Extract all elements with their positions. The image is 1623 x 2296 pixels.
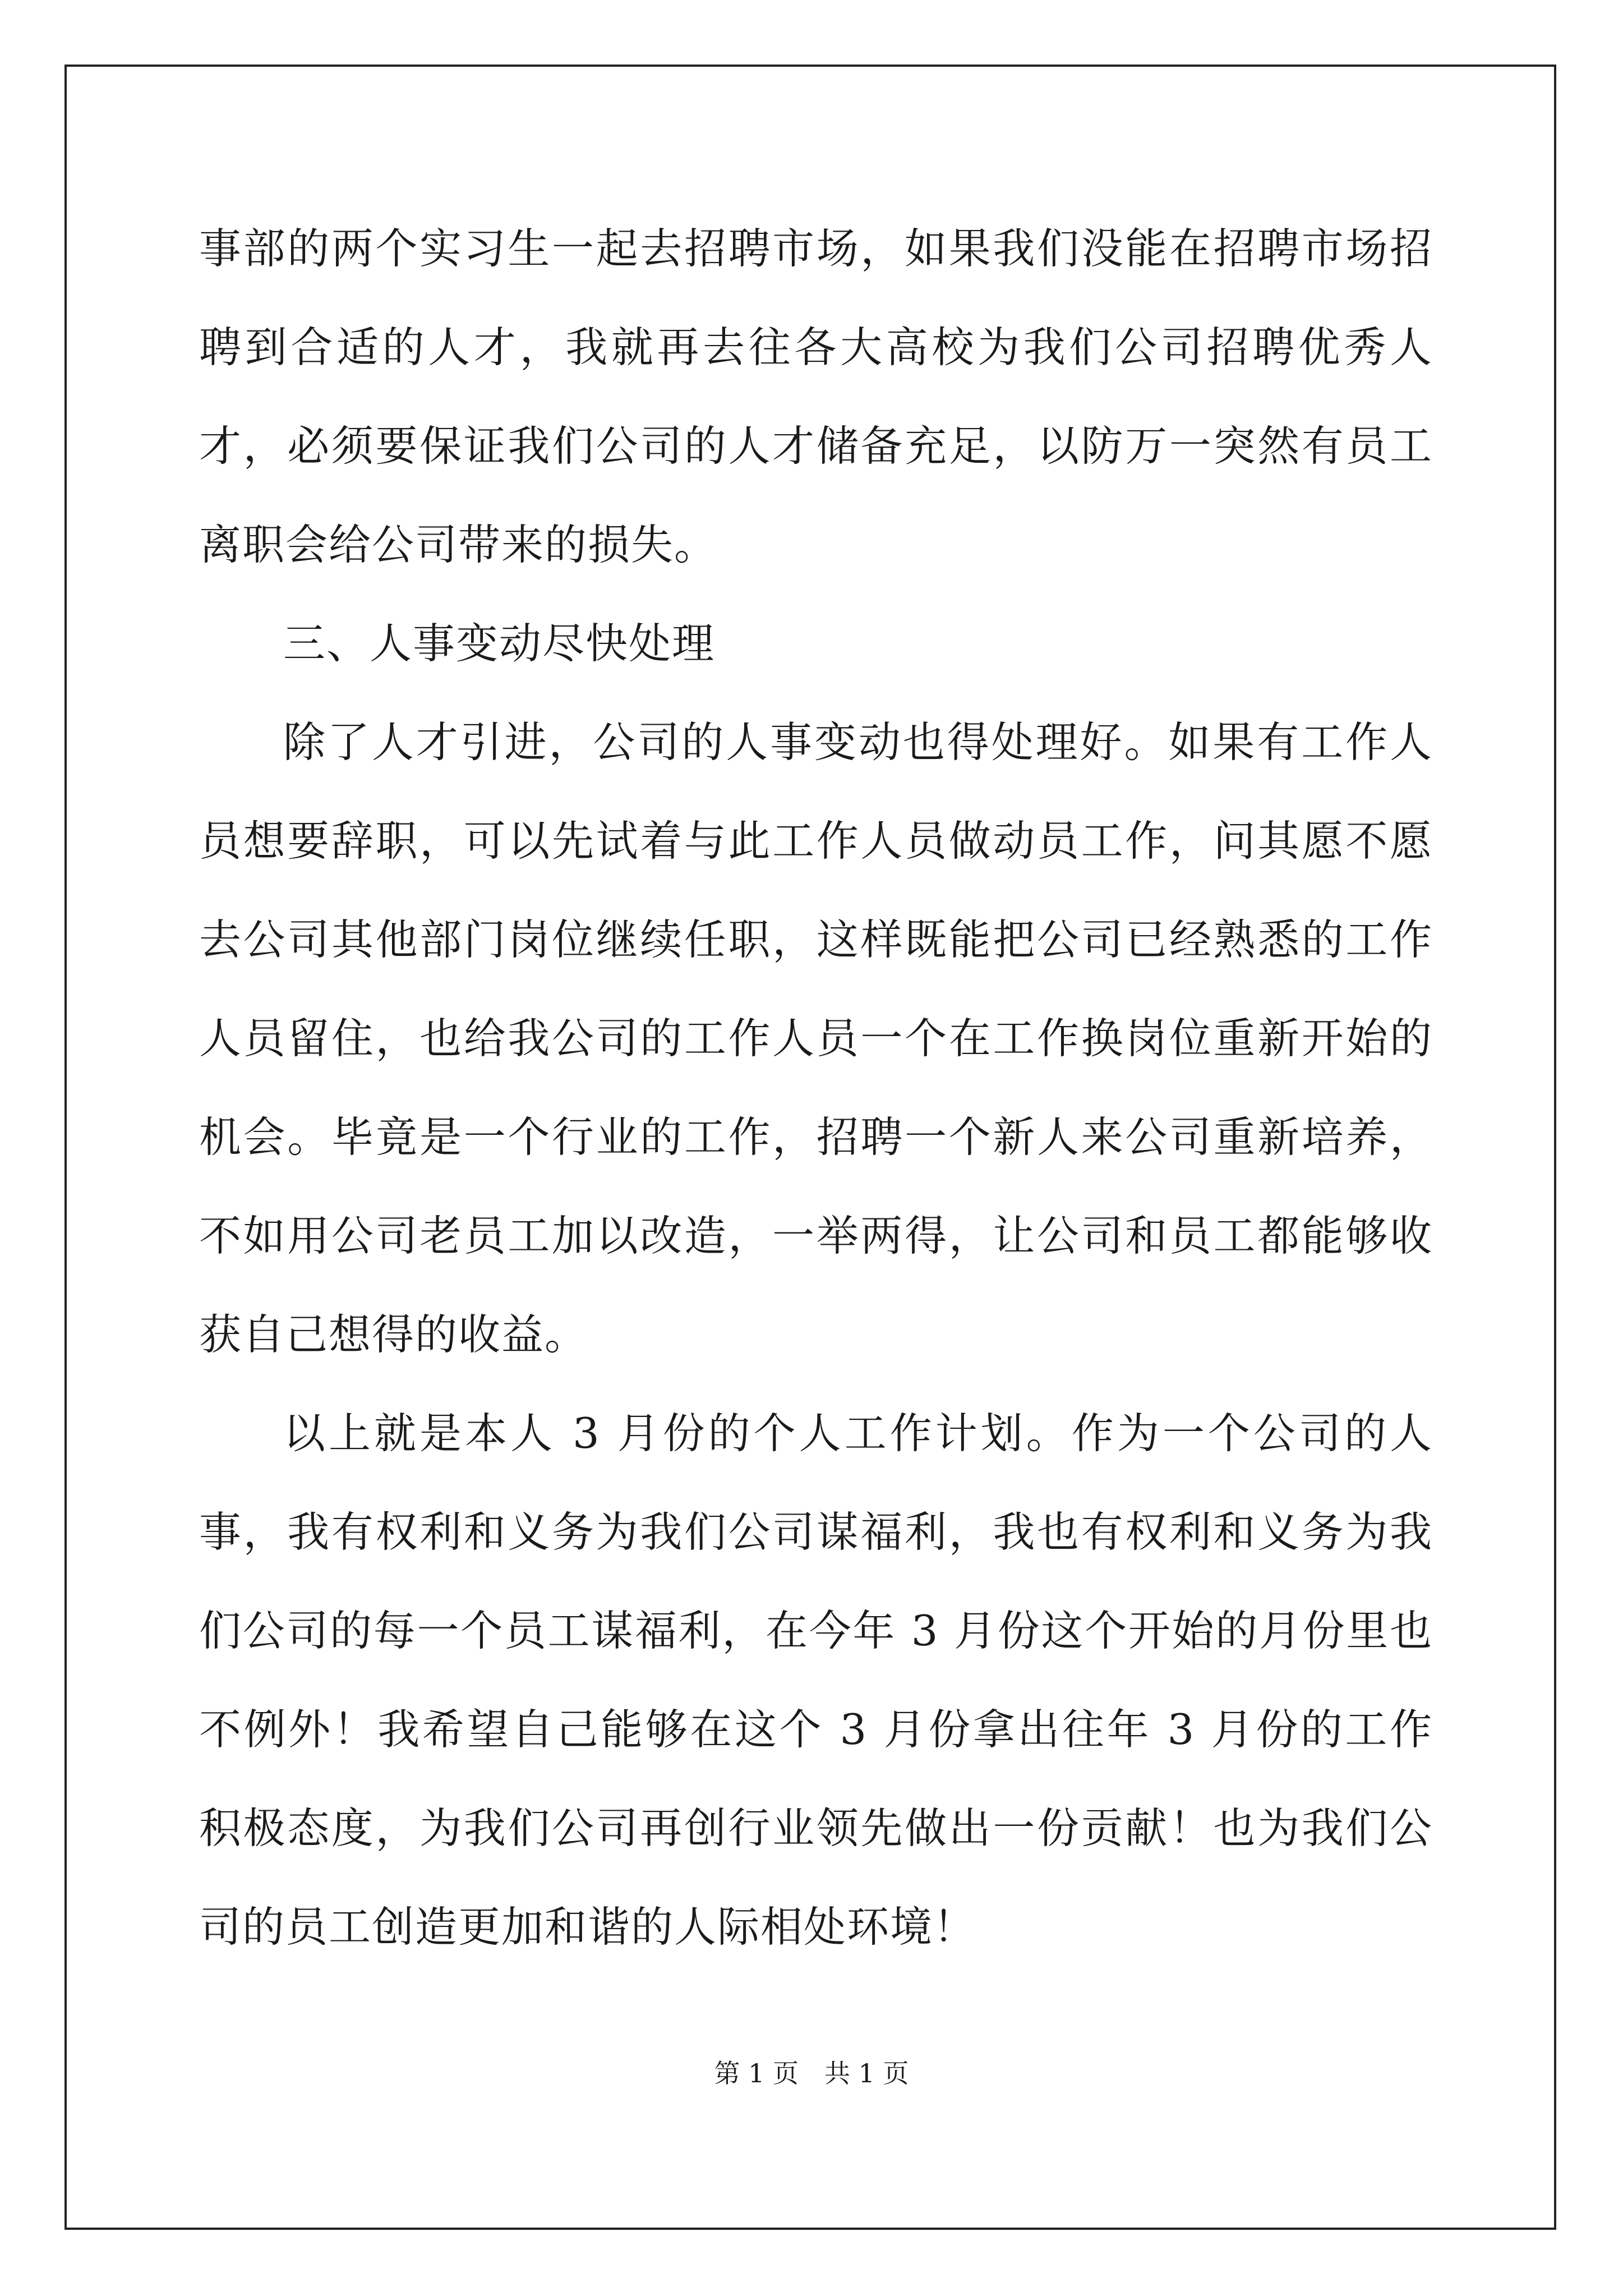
section-heading: 三、人事变动尽快处理 [283,619,716,668]
paragraph-conclusion: 以上就是本人 3 月份的个人工作计划。作为一个公司的人事，我有权利和义务为我们公司谋福利，我也有权利和义务为我们公司的每一个员工谋福利，在今年 3 月份这个开始的月份里也不例外！我希望自己能够在这个 3 月份拿出往年 3 月份的工作积极态度，为我们公司再创行业领先做出一份贡献！也为我们公司的员工创造更加和谐的人际相处环境！ [199,1409,1433,1952]
paragraph-personnel-changes: 除了人才引进，公司的人事变动也得处理好。如果有工作人员想要辞职，可以先试着与此工作人员做动员工作，问其愿不愿去公司其他部门岗位继续任职，这样既能把公司已经熟悉的工作人员留住，也给我公司的工作人员一个在工作换岗位重新开始的机会。毕竟是一个行业的工作，招聘一个新人来公司重新培养，不如用公司老员工加以改造，一举两得，让公司和员工都能够收获自己想得的收益。 [199,717,1433,1359]
page-number-footer: 第 1 页 共 1 页 [714,2058,909,2088]
document-body [199,199,1433,1976]
paragraph-continuation: 事部的两个实习生一起去招聘市场，如果我们没能在招聘市场招聘到合适的人才，我就再去往各大高校为我们公司招聘优秀人才，必须要保证我们公司的人才储备充足，以防万一突然有员工离职会给公司带来的损失。 [199,224,1433,569]
